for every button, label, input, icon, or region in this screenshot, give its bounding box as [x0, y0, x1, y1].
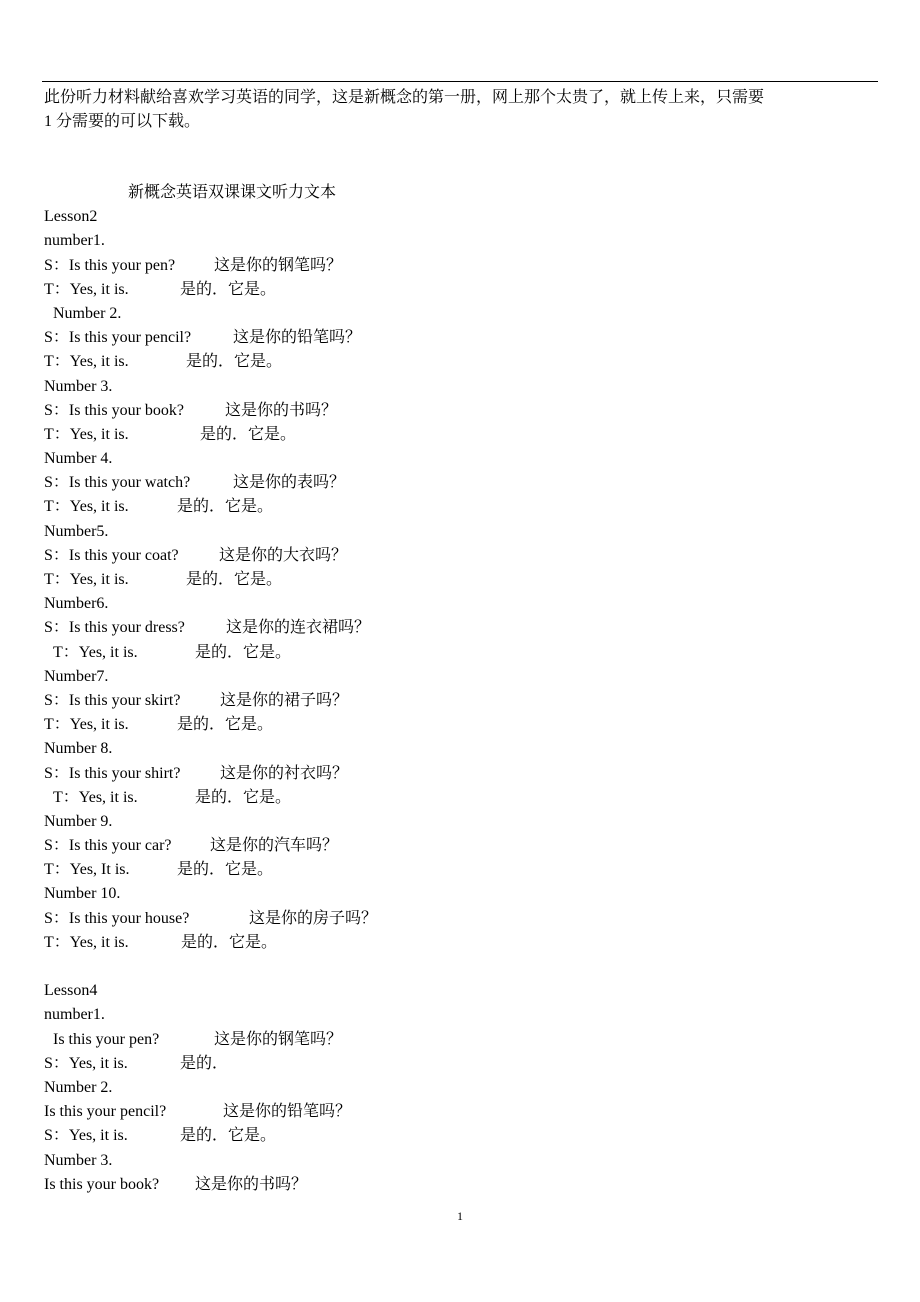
chinese-text: 这是你的裙子吗？ — [220, 691, 349, 709]
header-rule — [42, 81, 878, 82]
dialogue-line — [44, 858, 864, 882]
english-text: S：Is this your watch? — [44, 474, 191, 492]
chinese-text: 这是你的表吗？ — [233, 474, 346, 492]
item-heading: Number7. — [44, 667, 109, 685]
intro-paragraph — [44, 86, 880, 134]
chinese-text: 是的．它是。 — [180, 1127, 277, 1145]
english-text: T：Yes, it is. — [53, 788, 138, 806]
page-number: 1 — [457, 1209, 463, 1223]
dialogue-line — [44, 423, 864, 447]
intro-line: 此份听力材料献给喜欢学习英语的同学，这是新概念的第一册，网上那个太贵了，就上传上来，只需要 — [44, 89, 765, 106]
chinese-text: 这是你的书吗？ — [225, 401, 338, 419]
dialogue-line — [44, 350, 864, 374]
dialogue-line — [44, 762, 864, 786]
english-text: Is this your pen? — [53, 1030, 160, 1048]
dialogue-line — [44, 689, 864, 713]
english-text: T：Yes, It is. — [44, 861, 130, 879]
chinese-text: 是的．它是。 — [200, 425, 297, 443]
dialogue-line — [44, 1173, 864, 1197]
chinese-text: 这是你的房子吗？ — [249, 909, 378, 927]
chinese-text: 是的．它是。 — [177, 716, 274, 734]
item-heading: Number 2. — [44, 1078, 113, 1096]
english-text: S：Yes, it is. — [44, 1127, 128, 1145]
chinese-text: 是的．它是。 — [195, 643, 292, 661]
chinese-text: 是的．它是。 — [186, 353, 283, 371]
document-title: 新概念英语双课课文听力文本 — [128, 184, 337, 201]
item-heading: Number 3. — [44, 1151, 113, 1169]
english-text: T：Yes, it is. — [44, 716, 129, 734]
chinese-text: 这是你的钢笔吗？ — [214, 1030, 343, 1048]
chinese-text: 是的． — [180, 1054, 229, 1072]
dialogue-line — [44, 471, 864, 495]
dialogue-line — [44, 495, 864, 519]
item-heading: number1. — [44, 1006, 105, 1024]
item-heading: Number 4. — [44, 450, 113, 468]
chinese-text: 是的．它是。 — [180, 280, 277, 298]
english-text: T：Yes, it is. — [44, 498, 129, 516]
english-text: S：Is this your skirt? — [44, 691, 181, 709]
item-heading: Number 3. — [44, 377, 113, 395]
dialogue-line — [44, 254, 864, 278]
chinese-text: 这是你的铅笔吗？ — [233, 329, 362, 347]
dialogue-line — [44, 907, 864, 931]
english-text: S：Is this your book? — [44, 401, 185, 419]
dialogue-line — [44, 568, 864, 592]
chinese-text: 这是你的书吗？ — [195, 1175, 308, 1193]
english-text: S：Yes, it is. — [44, 1054, 128, 1072]
dialogue-line — [44, 641, 864, 665]
dialogue-line — [44, 834, 864, 858]
item-heading: Number 8. — [44, 740, 113, 758]
dialogue-line — [44, 1052, 864, 1076]
english-text: T：Yes, it is. — [44, 280, 129, 298]
item-heading: Number5. — [44, 522, 109, 540]
chinese-text: 是的．它是。 — [186, 571, 283, 588]
dialogue-line — [44, 713, 864, 737]
chinese-text: 这是你的钢笔吗？ — [214, 256, 343, 274]
item-heading: Number 9. — [44, 812, 113, 830]
english-text: T：Yes, it is. — [53, 643, 138, 661]
chinese-text: 这是你的汽车吗？ — [210, 837, 339, 855]
english-text: T：Yes, it is. — [44, 425, 129, 443]
chinese-text: 这是你的衬衣吗？ — [220, 764, 349, 782]
english-text: S：Is this your house? — [44, 909, 190, 927]
english-text: S：Is this your car? — [44, 837, 172, 855]
chinese-text: 是的．它是。 — [177, 861, 274, 879]
item-heading: Number 10. — [44, 885, 121, 903]
english-text: T：Yes, it is. — [44, 353, 129, 371]
lesson-heading: Lesson4 — [44, 982, 98, 1000]
chinese-text: 是的．它是。 — [195, 788, 292, 806]
dialogue-line — [44, 786, 864, 810]
item-heading: Number6. — [44, 595, 109, 613]
dialogue-line — [44, 1028, 864, 1052]
english-text: S：Is this your shirt? — [44, 764, 181, 782]
chinese-text: 这是你的铅笔吗？ — [223, 1103, 352, 1121]
english-text: S：Is this your coat? — [44, 546, 179, 564]
dialogue-line — [44, 399, 864, 423]
chinese-text: 是的．它是。 — [177, 498, 274, 516]
intro-line: 1 分需要的可以下载。 — [44, 113, 201, 130]
dialogue-line — [44, 326, 864, 350]
lesson-heading: Lesson2 — [44, 208, 98, 226]
dialogue-line — [44, 1100, 864, 1124]
chinese-text: 这是你的连衣裙吗？ — [226, 619, 371, 637]
document-body — [44, 181, 864, 1197]
dialogue-line — [44, 616, 864, 640]
english-text: Is this your book? — [44, 1175, 160, 1193]
english-text: T：Yes, it is. — [44, 933, 129, 951]
english-text: Is this your pencil? — [44, 1103, 167, 1121]
item-heading: number1. — [44, 232, 105, 250]
dialogue-line — [44, 278, 864, 302]
dialogue-line — [44, 544, 864, 568]
item-heading: Number 2. — [53, 304, 122, 322]
chinese-text: 这是你的大衣吗？ — [219, 546, 348, 564]
english-text: T：Yes, it is. — [44, 571, 129, 588]
english-text: S：Is this your pen? — [44, 256, 176, 274]
english-text: S：Is this your pencil? — [44, 329, 192, 347]
english-text: S：Is this your dress? — [44, 619, 185, 637]
dialogue-line — [44, 1124, 864, 1148]
chinese-text: 是的．它是。 — [181, 933, 278, 951]
spacer — [44, 955, 864, 979]
dialogue-line — [44, 931, 864, 955]
